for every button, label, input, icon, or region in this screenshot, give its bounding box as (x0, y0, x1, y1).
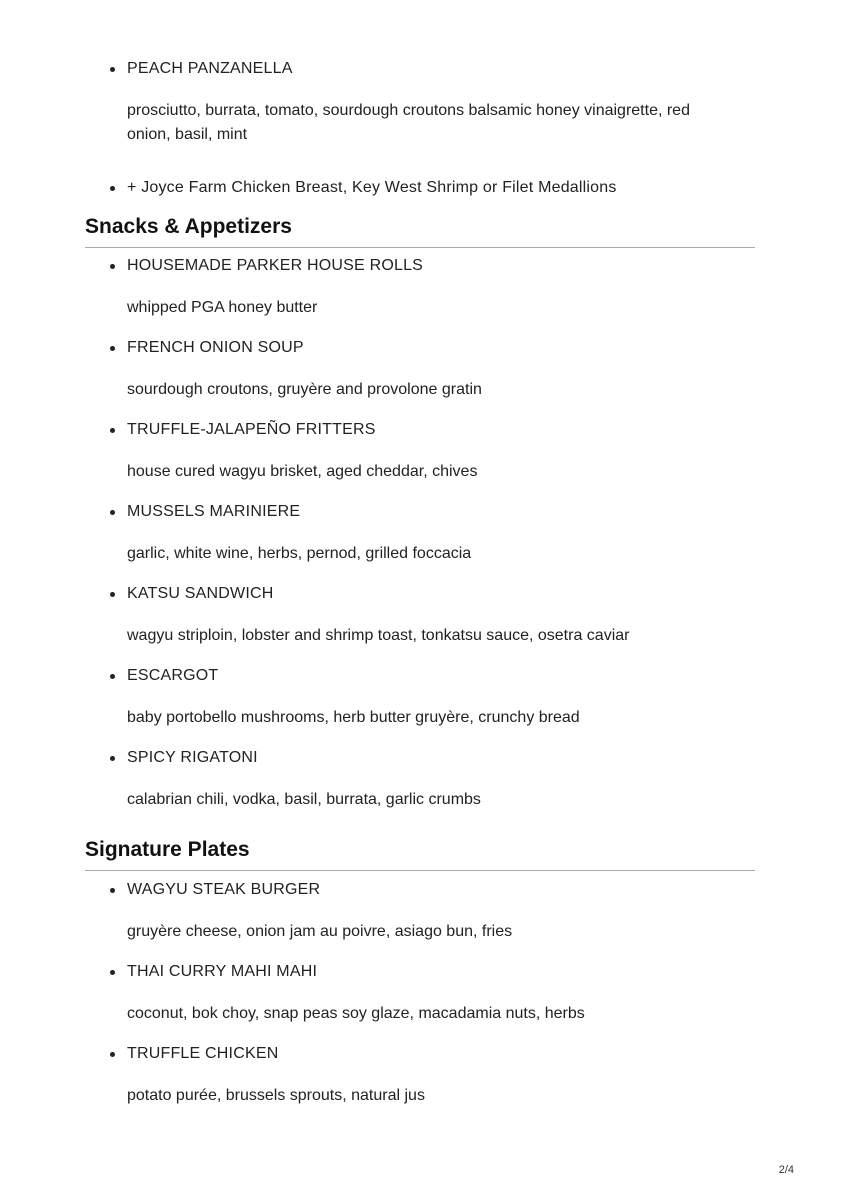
list-item (0, 177, 848, 207)
list-item (0, 583, 848, 665)
item-name: SPICY RIGATONI (127, 749, 258, 766)
list-item (0, 58, 848, 177)
bullet-icon (110, 756, 115, 761)
item-name: KATSU SANDWICH (127, 585, 274, 602)
list-item (0, 419, 848, 501)
item-name: MUSSELS MARINIERE (127, 503, 301, 520)
item-name: WAGYU STEAK BURGER (127, 881, 321, 898)
item-name: FRENCH ONION SOUP (127, 339, 304, 356)
section-heading: Signature Plates (85, 838, 250, 861)
bullet-icon (110, 264, 115, 269)
item-name: TRUFFLE-JALAPEÑO FRITTERS (127, 421, 376, 438)
item-description: baby portobello mushrooms, herb butter gruyère, crunchy bread (127, 709, 580, 726)
bullet-icon (110, 674, 115, 679)
item-description: whipped PGA honey butter (127, 299, 318, 316)
item-description: potato purée, brussels sprouts, natural jus (127, 1087, 425, 1104)
list-item (0, 665, 848, 747)
item-description: gruyère cheese, onion jam au poivre, asiago bun, fries (127, 923, 513, 940)
item-description: garlic, white wine, herbs, pernod, grilled foccacia (127, 545, 472, 562)
list-item (0, 879, 848, 961)
signature-item-list (0, 879, 848, 1125)
list-item (0, 337, 848, 419)
item-name: ESCARGOT (127, 667, 219, 684)
item-description: coconut, bok choy, snap peas soy glaze, macadamia nuts, herbs (127, 1005, 585, 1022)
item-description: prosciutto, burrata, tomato, sourdough croutons balsamic honey vinaigrette, red onion, basil, mint (127, 102, 690, 143)
bullet-icon (110, 346, 115, 351)
salads-item-list (0, 58, 848, 207)
item-name: THAI CURRY MAHI MAHI (127, 963, 318, 980)
list-item (0, 1043, 848, 1125)
bullet-icon (110, 888, 115, 893)
item-name: TRUFFLE CHICKEN (127, 1045, 279, 1062)
item-name: HOUSEMADE PARKER HOUSE ROLLS (127, 257, 424, 274)
list-item (0, 747, 848, 829)
bullet-icon (110, 186, 115, 191)
bullet-icon (110, 1052, 115, 1057)
bullet-icon (110, 510, 115, 515)
item-description: sourdough croutons, gruyère and provolone gratin (127, 381, 482, 398)
item-description: calabrian chili, vodka, basil, burrata, garlic crumbs (127, 791, 481, 808)
page-number: 2/4 (778, 1164, 794, 1176)
item-description: wagyu striploin, lobster and shrimp toast, tonkatsu sauce, osetra caviar (127, 627, 630, 644)
item-description: house cured wagyu brisket, aged cheddar, chives (127, 463, 478, 480)
snacks-item-list (0, 255, 848, 829)
salads-continued (0, 58, 848, 207)
section-divider (85, 247, 755, 248)
bullet-icon (110, 592, 115, 597)
section-divider (85, 870, 755, 871)
bullet-icon (110, 970, 115, 975)
section-heading: Snacks & Appetizers (85, 215, 292, 238)
list-item (0, 961, 848, 1043)
bullet-icon (110, 428, 115, 433)
list-item (0, 255, 848, 337)
bullet-icon (110, 67, 115, 72)
item-name: PEACH PANZANELLA (127, 60, 293, 77)
list-item (0, 501, 848, 583)
item-name: + Joyce Farm Chicken Breast, Key West Shrimp or Filet Medallions (127, 179, 617, 196)
